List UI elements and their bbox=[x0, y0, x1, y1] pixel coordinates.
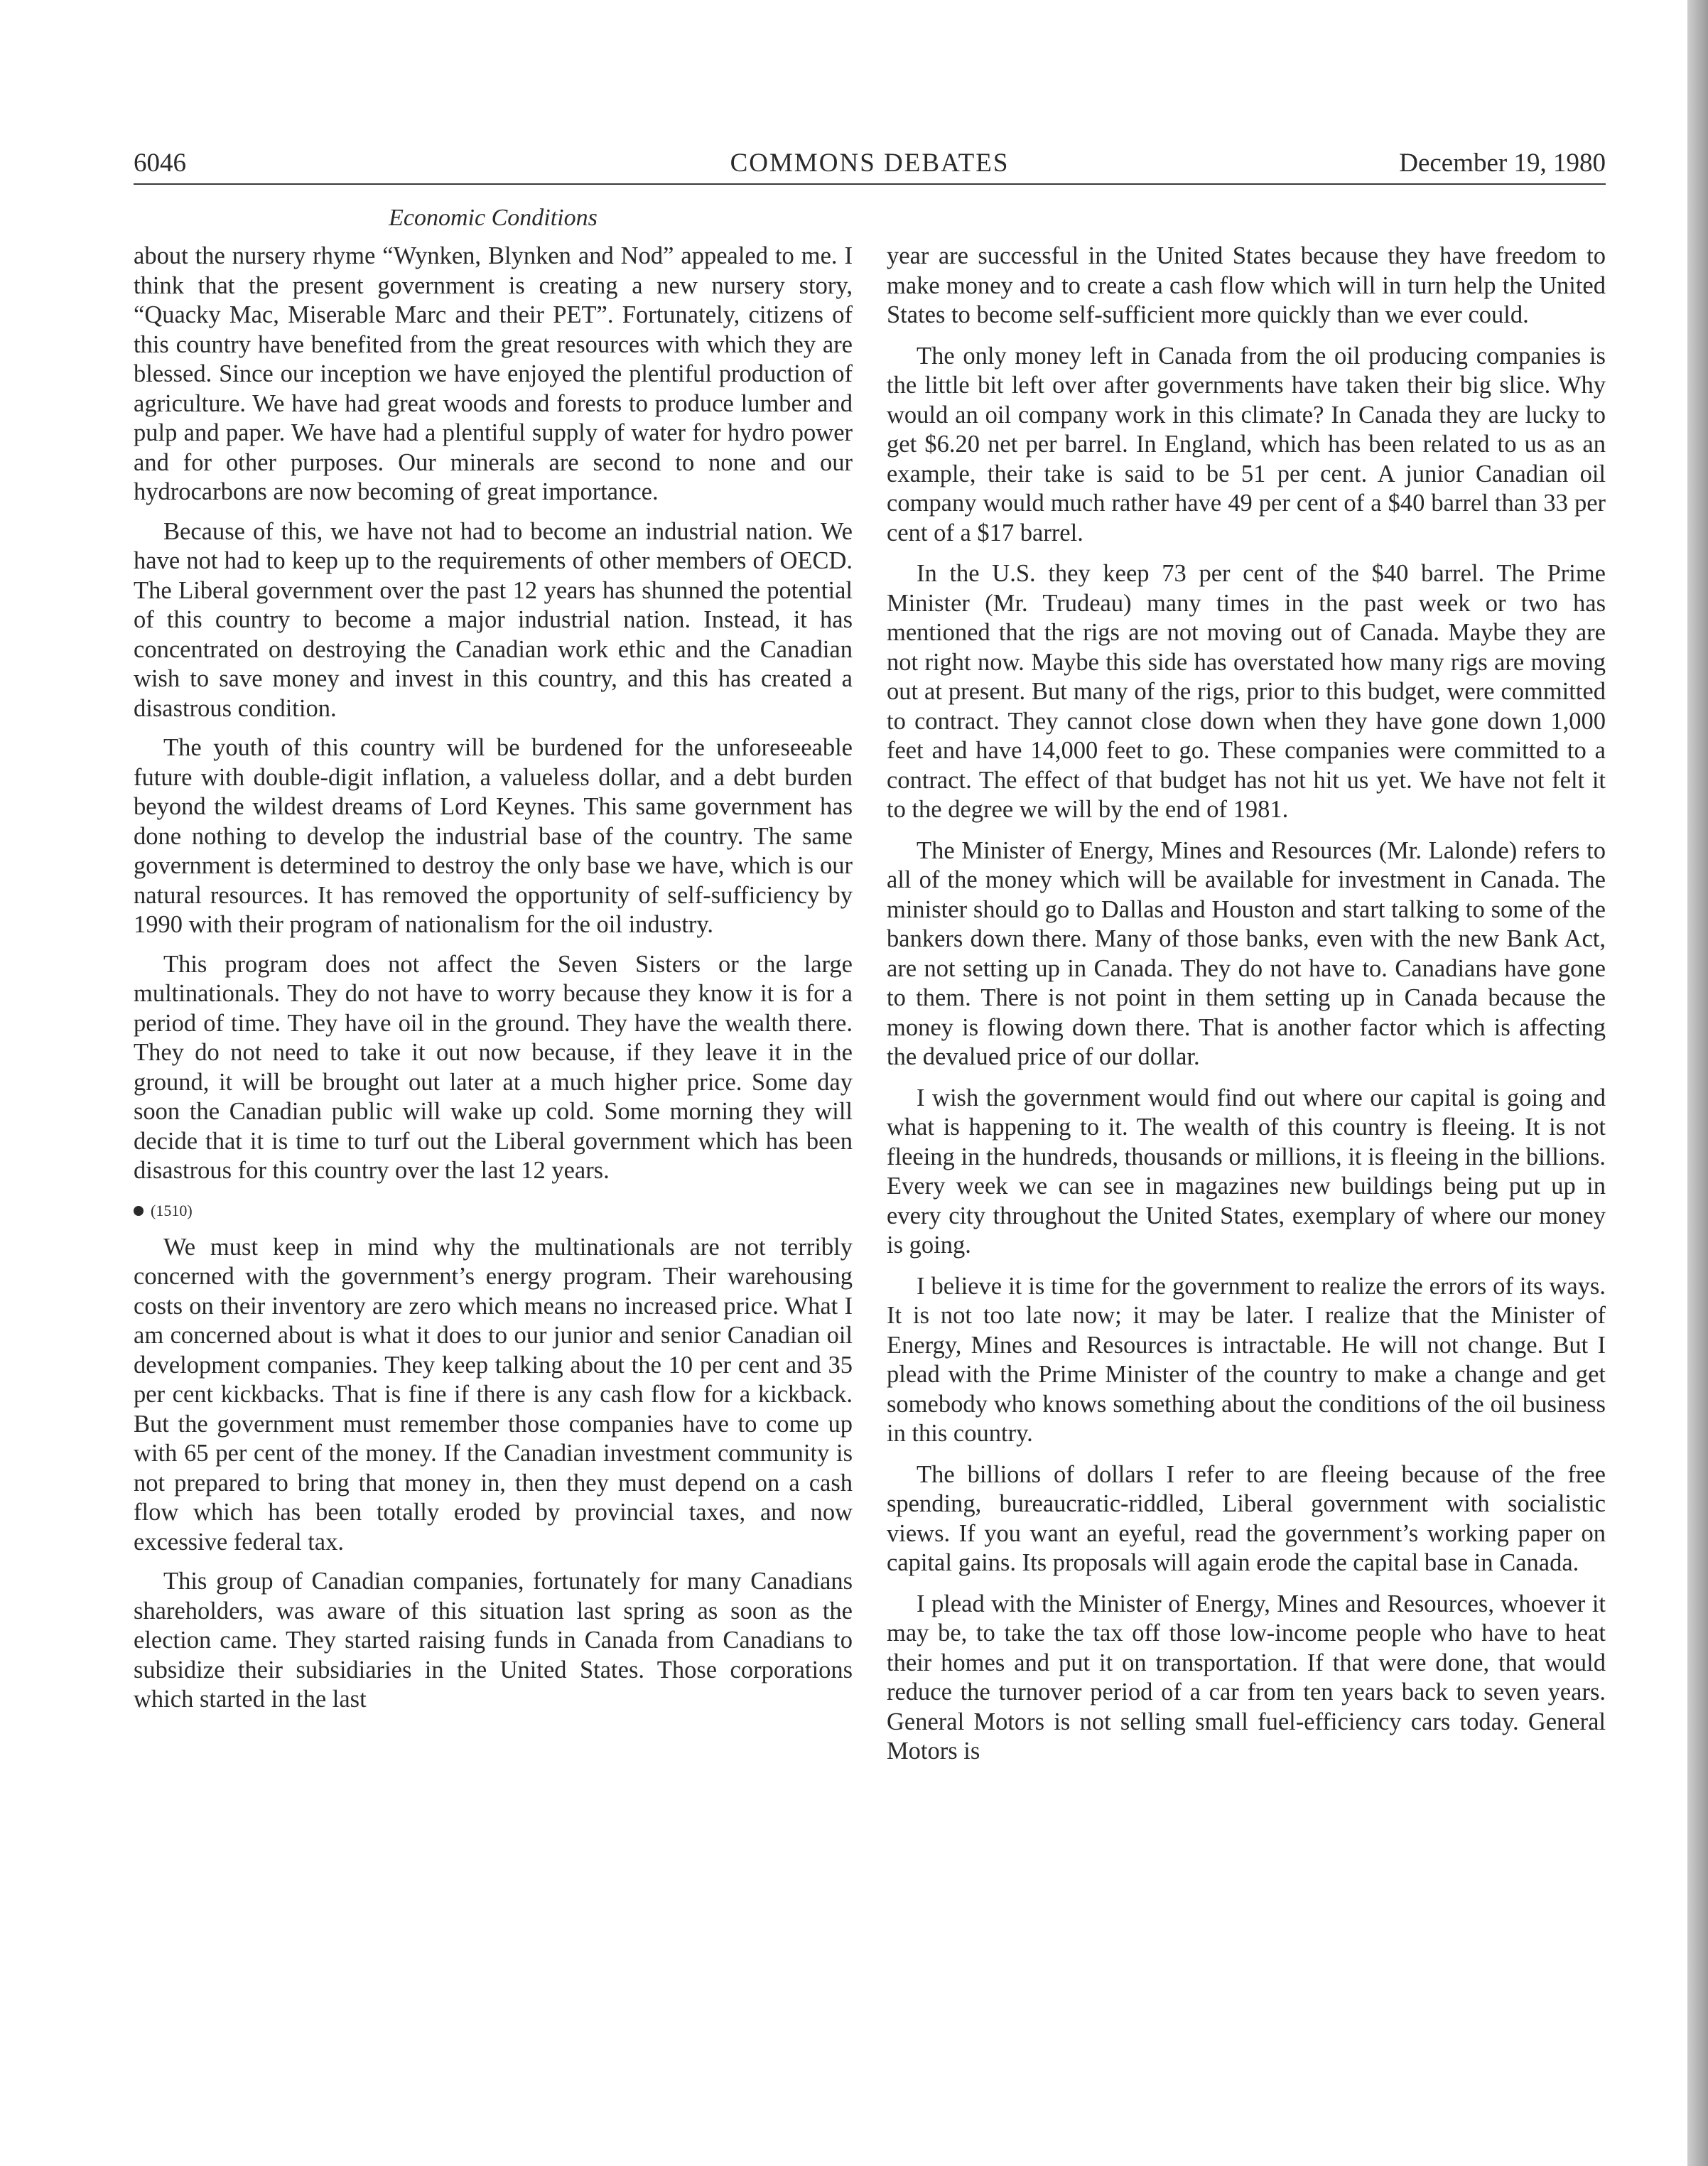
section-heading: Economic Conditions bbox=[389, 205, 598, 231]
paragraph: I plead with the Minister of Energy, Mines and Resources, whoever it may be, to take the tax off those low-income people who have to heat their homes and put it on transportation. If that were done, that would reduce the turnover period of a car from ten years back to seven years. General Motors is not selling small fuel-efficiency cars today. General Motors is bbox=[887, 1590, 1606, 1764]
time-marker bbox=[134, 1202, 853, 1220]
publication-title: COMMONS DEBATES bbox=[730, 149, 1010, 178]
scan-edge bbox=[1687, 0, 1708, 2166]
paragraph: The billions of dollars I refer to are fleeing because of the free spending, bureaucratic-riddled, Liberal government with socialistic views. If you want an eyeful, read the government’s working paper on capital gains. Its proposals will again erode the capital base in Canada. bbox=[887, 1460, 1606, 1576]
publication-date: December 19, 1980 bbox=[1399, 149, 1606, 178]
paragraph: This group of Canadian companies, fortunately for many Canadians shareholders, was aware of this situation last spring as soon as the election came. They started raising funds in Canada from Canadians to subsidize their subsidiaries in the United States. Those corporations which started in the last bbox=[134, 1568, 853, 1713]
paragraph: We must keep in mind why the multinationals are not terribly concerned with the government’s energy program. Their warehousing costs on their inventory are zero which means no increased price. What I am concerned about is what it does to our junior and senior Canadian oil development companies. They keep talking about the 10 per cent and 35 per cent kickbacks. That is fine if there is any cash flow for a kickback. But the government must remember those companies have to come up with 65 per cent of the money. If the Canadian investment community is not prepared to bring that money in, then they must depend on a cash flow which has been totally eroded by provincial taxes, and now excessive federal tax. bbox=[134, 1233, 853, 1556]
paragraph: The youth of this country will be burdened for the unforeseeable future with double-digit inflation, a valueless dollar, and a debt burden beyond the wildest dreams of Lord Keynes. This same government has done nothing to develop the industrial base of the country. The same government is determined to destroy the only base we have, which is our natural resources. It has removed the opportunity of self-sufficiency by 1990 with their program of nationalism for the oil industry. bbox=[134, 734, 853, 938]
paragraph: The only money left in Canada from the oil producing companies is the little bit left over after governments have taken their big slice. Why would an oil company work in this climate? In Canada they are lucky to get $6.20 net per barrel. In England, which has been related to us as an example, their take is said to be 51 per cent. A junior Canadian oil company would much rather have 49 per cent of a $40 barrel than 33 per cent of a $17 barrel. bbox=[887, 342, 1606, 546]
right-column bbox=[887, 242, 1606, 1947]
left-column bbox=[134, 242, 853, 1947]
paragraph: I believe it is time for the government to realize the errors of its ways. It is not too late now; it may be later. I realize that the Minister of Energy, Mines and Resources is intractable. He will not change. But I plead with the Prime Minister of the country to make a change and get somebody who knows something about the conditions of the oil business in this country. bbox=[887, 1272, 1606, 1447]
bullet-icon bbox=[134, 1206, 144, 1216]
time-marker-label: (1510) bbox=[151, 1201, 193, 1219]
paragraph: about the nursery rhyme “Wynken, Blynken and Nod” appealed to me. I think that the present government is creating a new nursery story, “Quacky Mac, Miserable Marc and their PET”. Fortunately, citizens of this country have benefited from the great resources with which they are blessed. Since our inception we have enjoyed the plentiful production of agriculture. We have had great woods and forests to produce lumber and pulp and paper. We have had a plentiful supply of water for hydro power and for other purposes. Our minerals are second to none and our hydrocarbons are now becoming of great importance. bbox=[134, 242, 853, 505]
paragraph: The Minister of Energy, Mines and Resources (Mr. Lalonde) refers to all of the money which will be available for investment in Canada. The minister should go to Dallas and Houston and start talking to some of the bankers down there. Many of those banks, even with the new Bank Act, are not setting up in Canada. They do not have to. Canadians have gone to them. There is not point in them setting up in Canada because the money is flowing down there. That is another factor which is affecting the devalued price of our dollar. bbox=[887, 836, 1606, 1070]
paragraph: This program does not affect the Seven Sisters or the large multinationals. They do not have to worry because they know it is for a period of time. They have oil in the ground. They have the wealth there. They do not need to take it out now because, if they leave it in the ground, it will be brought out later at a much higher price. Some day soon the Canadian public will wake up cold. Some morning they will decide that it is time to turf out the Liberal government which has been disastrous for this country over the last 12 years. bbox=[134, 950, 853, 1184]
page-header bbox=[134, 148, 1606, 185]
header-rule bbox=[134, 183, 1606, 185]
paragraph: I wish the government would find out where our capital is going and what is happening to it. The wealth of this country is fleeing. It is not fleeing in the hundreds, thousands or millions, it is fleeing in the billions. Every week we can see in magazines new buildings being put up in every city throughout the United States, exemplary of where our money is going. bbox=[887, 1084, 1606, 1259]
paragraph: Because of this, we have not had to become an industrial nation. We have not had to keep up to the requirements of other members of OECD. The Liberal government over the past 12 years has shunned the potential of this country to become a major industrial nation. Instead, it has concentrated on destroying the Canadian work ethic and the Canadian wish to save money and invest in this country, and this has created a disastrous condition. bbox=[134, 517, 853, 722]
paragraph: In the U.S. they keep 73 per cent of the $40 barrel. The Prime Minister (Mr. Trudeau) many times in the past week or two has mentioned that the rigs are not moving out of Canada. Maybe they are not right now. Maybe this side has overstated how many rigs are moving out at present. But many of the rigs, prior to this budget, were committed to contract. They cannot close down when they have gone down 1,000 feet and have 14,000 feet to go. These companies were committed to a contract. The effect of that budget has not hit us yet. We have not felt it to the degree we will by the end of 1981. bbox=[887, 560, 1606, 823]
page-number: 6046 bbox=[134, 149, 186, 178]
paragraph: year are successful in the United States because they have freedom to make money and to create a cash flow which will in turn help the United States to become self-sufficient more quickly than we ever could. bbox=[887, 242, 1606, 328]
